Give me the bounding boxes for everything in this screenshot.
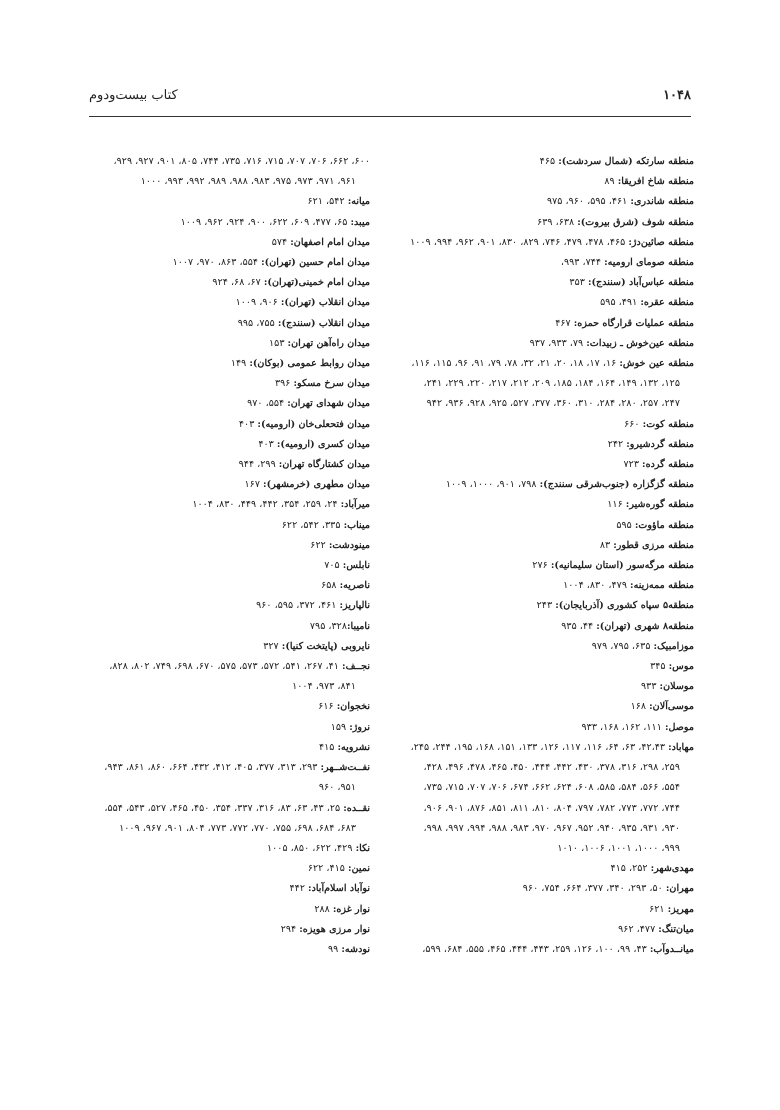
page-references: ۷۲۳ <box>623 459 643 471</box>
index-term: میدان انقلاب (سنندج): <box>277 317 370 329</box>
index-entry <box>72 435 370 455</box>
index-term: منطقه گوره‌شیر: <box>625 499 694 511</box>
index-entry <box>72 576 370 596</box>
page-references: ۱۶، ۱۷، ۱۸، ۲۰، ۲۱، ۳۲، ۷۸، ۷۹، ۹۱، ۹۶، ۱۱۵، ۱۱۶، <box>411 358 620 370</box>
index-entry <box>394 455 694 475</box>
page-references: ۴۴۲ <box>289 883 309 895</box>
page-references: ۷۴۴، ۹۹۳، <box>560 257 605 269</box>
index-term: منطقه شاخ افریقا: <box>617 176 694 188</box>
page-references: ۶۰۰، ۶۶۲، ۷۰۶، ۷۰۷، ۷۱۵، ۷۱۶، ۷۳۵، ۷۴۴، ۸۰۵، ۹۰۱، ۹۲۷، ۹۲۹، <box>113 156 370 167</box>
page-references: ۹۹ <box>328 943 342 955</box>
index-entry <box>72 799 370 819</box>
index-term: موسلان: <box>659 681 694 693</box>
page-references: ۶۵۸ <box>321 580 340 592</box>
page-references: ۳۲۷ <box>263 640 282 652</box>
page-references: ۵۵۴، ۹۷۰ <box>247 398 288 410</box>
index-entry <box>394 839 694 859</box>
index-term: منطقه شوف (شرق بیروت): <box>577 216 694 228</box>
index-term: میدان امام اصفهان: <box>290 236 370 248</box>
index-term: منطقه سارتکه (شمال سردشت): <box>558 156 694 167</box>
page-references: ۱۲۵، ۱۳۲، ۱۴۹، ۱۶۴، ۱۸۴، ۱۸۵، ۲۰۹، ۲۱۲، ۲۱۷، ۲۲۰، ۲۲۹، ۲۴۱، <box>423 378 680 390</box>
index-entry <box>72 455 370 475</box>
page-references: ۲۴۲ <box>607 438 627 450</box>
index-term: منطقه ممه‌زینه: <box>630 580 694 592</box>
index-entry <box>394 859 694 879</box>
page-references: ۲۵، ۴۳، ۶۳، ۸۳، ۳۱۶، ۳۳۷، ۳۵۴، ۴۵۰، ۴۶۵، ۵۲۷، ۵۴۳، ۵۵۴، <box>104 802 344 814</box>
index-term: منطقه عقره: <box>640 297 694 309</box>
index-term: ناصریه: <box>339 580 370 592</box>
page-references: ۹۳۳ <box>641 681 660 693</box>
page-references: ۶۱۶ <box>318 701 337 713</box>
page-references: ۷۵۵، ۹۹۵ <box>237 317 278 329</box>
page-references: ۷۴۴، ۷۷۲، ۷۷۳، ۷۸۲، ۷۹۷، ۸۰۴، ۸۱۰، ۸۱۱، ۸۵۱، ۸۷۶، ۹۰۱، ۹۰۶، <box>423 802 680 814</box>
index-term: منطقه مرگه‌سور (استان سلیمانیه): <box>550 560 694 572</box>
page-references: ۳۲۸، ۷۹۵ <box>309 620 347 632</box>
index-term: نروژ: <box>349 721 370 733</box>
index-term: موزامبیک: <box>653 640 694 652</box>
index-entry <box>394 596 694 616</box>
page-references: ۳۹۶ <box>274 378 294 390</box>
index-entry <box>72 596 370 616</box>
index-term: میدان انقلاب (تهران): <box>280 297 370 309</box>
index-entry <box>72 293 370 313</box>
index-entry <box>72 314 370 334</box>
index-entry <box>394 475 694 495</box>
page-references: ۲۷۶ <box>532 560 551 572</box>
index-entry <box>394 940 694 960</box>
index-entry <box>72 879 370 899</box>
page-references: ۵۷۴ <box>271 236 291 248</box>
index-term: نکا: <box>355 842 370 854</box>
page-references: ۱۶۷ <box>244 479 264 491</box>
index-entry <box>394 697 694 717</box>
page-references: ۴۱، ۲۶۷، ۵۴۱، ۵۷۲، ۵۷۳، ۵۷۵، ۶۷۰، ۶۹۸، ۷۴۹، ۸۰۲، ۸۲۸، <box>109 661 343 673</box>
page-references: ۲۴، ۲۵۹، ۳۵۴، ۴۴۲، ۴۴۹، ۸۳۰، ۱۰۰۴ <box>192 499 341 511</box>
index-entry <box>72 697 370 717</box>
index-entry <box>394 415 694 435</box>
page-references: ۳۳۵، ۵۴۲، ۶۲۲ <box>281 519 344 531</box>
index-entry <box>394 314 694 334</box>
index-entry <box>394 394 694 414</box>
index-entry <box>394 657 694 677</box>
index-entry <box>72 152 370 172</box>
index-term: مهدی‌شهر: <box>650 863 694 875</box>
page-references: ۴۶۱، ۳۷۲، ۵۹۵، ۹۶۰ <box>256 600 340 612</box>
header-rule <box>89 116 691 117</box>
page-references: ۸۴۱، ۹۷۳، ۱۰۰۴ <box>292 681 356 693</box>
index-entry <box>72 819 370 839</box>
index-entry <box>72 394 370 414</box>
index-term: مهاباد: <box>668 741 694 753</box>
index-entry <box>394 213 694 233</box>
index-entry <box>72 415 370 435</box>
index-term: نمین: <box>348 863 370 875</box>
index-entry <box>394 435 694 455</box>
index-term: نجــف: <box>342 661 370 673</box>
index-entry <box>394 617 694 637</box>
page-references: ۴۶۵ <box>539 156 559 167</box>
page-references: ۶۷، ۶۸، ۹۲۴ <box>212 277 264 289</box>
index-term: منطقه عملیات قرارگاه حمزه: <box>573 317 694 329</box>
page-references: ۳۴۵ <box>650 661 669 673</box>
index-term: منطقه شاندری: <box>630 196 694 208</box>
page-references: ۱۱۶ <box>607 499 626 511</box>
index-term: موسی‌آلان: <box>649 701 694 713</box>
index-entry <box>394 192 694 212</box>
index-term: میدان امام خمینی(تهران): <box>263 277 370 289</box>
page-references: ۲۹۹، ۹۴۴ <box>238 459 279 471</box>
page-references: ۷۹، ۹۳۳، ۹۳۷ <box>529 337 587 349</box>
index-entry <box>394 778 694 798</box>
index-term: میان‌تنگ: <box>658 923 694 935</box>
index-term: منطقه ماؤوت: <box>634 519 694 531</box>
index-entry <box>72 920 370 940</box>
index-term: میانه: <box>347 196 370 208</box>
index-entry <box>394 920 694 940</box>
page-references: ۴۰۳ <box>238 418 258 430</box>
index-term: میدان امام حسین (تهران): <box>261 257 370 269</box>
page-references: ۴۱۵، ۶۲۲ <box>307 863 349 875</box>
page-references: ۱۱۱، ۱۶۲، ۱۶۸، ۹۳۳ <box>581 721 665 733</box>
index-entry <box>72 354 370 374</box>
index-entry <box>72 617 370 637</box>
index-entry <box>72 657 370 677</box>
index-entry <box>394 152 694 172</box>
index-term: مهران: <box>665 883 694 895</box>
page-references: ۲۹۳، ۳۱۳، ۳۷۷، ۴۰۵، ۴۱۲، ۴۳۲، ۶۶۴، ۸۶۰، ۸۶۱، ۹۴۳، <box>104 762 321 774</box>
page-references: ۱۵۹ <box>330 721 350 733</box>
page-references: ۲۴۳ <box>536 600 556 612</box>
page-references: ۵۵۴، ۵۶۶، ۵۸۴، ۵۸۵، ۶۰۸، ۶۲۴، ۶۶۲، ۶۷۴، ۷۰۶، ۷۰۷، ۷۱۵، ۷۳۵، <box>423 782 680 794</box>
index-term: میدان راه‌آهن تهران: <box>287 337 370 349</box>
index-term: میدان شهدای تهران: <box>287 398 370 410</box>
index-term: منطقه کوت: <box>642 418 694 430</box>
page-references: ۶۸۳، ۶۸۴، ۶۹۸، ۷۵۵، ۷۷۰، ۷۷۲، ۷۷۳، ۸۰۴، ۹۰۱، ۹۶۷، ۱۰۰۹ <box>119 822 356 834</box>
index-entry <box>72 900 370 920</box>
index-term: میانــدوآب: <box>649 943 694 955</box>
index-term: مهریز: <box>667 903 694 915</box>
index-term: میدان فتحعلی‌خان (ارومیه): <box>257 418 370 430</box>
index-entry <box>394 758 694 778</box>
index-entry <box>72 172 370 192</box>
page-references: ۴۷۷، ۹۶۲ <box>618 923 659 935</box>
index-entry <box>394 718 694 738</box>
page-references: ۴۷۹، ۸۳۰، ۱۰۰۴ <box>563 580 631 592</box>
page-references: ۴۶۵، ۴۷۸، ۴۷۹، ۷۴۶، ۸۲۹، ۸۳۰، ۹۰۱، ۹۶۲، ۹۹۴، ۱۰۰۹ <box>410 236 629 248</box>
index-entry <box>72 273 370 293</box>
page-references: ۵۹۵ <box>616 519 635 531</box>
index-entry <box>394 536 694 556</box>
index-term: منطقه گردشیرو: <box>626 438 694 450</box>
index-entry <box>72 556 370 576</box>
index-entry <box>72 253 370 273</box>
index-entry <box>72 495 370 515</box>
index-entry <box>394 576 694 596</box>
index-term: میرآباد: <box>340 499 370 511</box>
page-number: ۱۰۴۸ <box>663 88 691 103</box>
index-column-left <box>72 152 370 960</box>
index-term: نوار غزه: <box>332 903 370 915</box>
page-references: ۶۲۲ <box>310 539 329 551</box>
index-term: میدان سرخ مسکو: <box>293 378 370 390</box>
index-entry <box>72 859 370 879</box>
index-term: منطقه عین خوش: <box>619 358 694 370</box>
page-references: ۲۴۷، ۲۵۷، ۲۸۰، ۲۸۴، ۳۱۰، ۳۶۰، ۳۷۷، ۵۲۷، ۹۲۵، ۹۲۸، ۹۳۶، ۹۴۲ <box>426 398 680 410</box>
index-entry <box>72 475 370 495</box>
index-entry <box>72 192 370 212</box>
index-entry <box>72 839 370 859</box>
page-references: ۹۹۹، ۱۰۰۰، ۱۰۰۱، ۱۰۰۶، ۱۰۱۰ <box>557 842 680 854</box>
index-column-right <box>394 152 694 960</box>
page-references: ۶۶۰ <box>624 418 643 430</box>
index-entry <box>394 495 694 515</box>
page-references: ۲۵۲، ۴۱۵ <box>610 863 651 875</box>
page-references: ۷۰۵ <box>324 560 343 572</box>
page-references: ۹۳۰، ۹۳۱، ۹۳۵، ۹۴۰، ۹۵۲، ۹۶۷، ۹۷۰، ۹۸۳، ۹۸۸، ۹۹۴، ۹۹۷، ۹۹۸، <box>423 822 680 834</box>
index-entry <box>394 273 694 293</box>
index-entry <box>72 233 370 253</box>
index-entry <box>72 374 370 394</box>
index-term: منطقه مرزی قطور: <box>613 539 694 551</box>
page-references: ۱۵۳ <box>269 337 288 349</box>
page-references: ۶۳۸، ۶۳۹ <box>537 216 578 228</box>
page-references: ۴۳، ۹۹، ۱۰۰، ۱۲۶، ۲۵۹، ۴۴۳، ۴۴۴، ۴۶۵، ۵۵۵، ۶۸۴، ۵۹۹، <box>422 943 650 955</box>
page-references: ۴۶۱، ۵۹۵، ۹۶۰، ۹۷۵ <box>547 196 631 208</box>
index-term: نخجوان: <box>336 701 370 713</box>
page-references: ۴۶۷ <box>555 317 574 329</box>
page-references: ۵۰، ۲۹۳، ۳۴۰، ۳۷۷، ۶۶۴، ۷۵۴، ۹۶۰ <box>522 883 666 895</box>
index-entry <box>394 677 694 697</box>
index-entry <box>394 516 694 536</box>
index-entry <box>394 354 694 374</box>
index-term: منطقه صومای ارومیه: <box>604 257 694 269</box>
index-entry <box>72 718 370 738</box>
index-term: نامیبا: <box>347 620 370 632</box>
index-entry <box>394 879 694 899</box>
page-references: ۵۵۴، ۸۶۳، ۹۷۰، ۱۰۰۷ <box>172 257 262 269</box>
page-references: ۴۱۵ <box>318 741 338 753</box>
page-references: ۹۵۱، ۹۶۰ <box>318 782 356 794</box>
index-entry <box>394 900 694 920</box>
page-references: ۶۳۵، ۷۹۵، ۹۷۹ <box>591 640 654 652</box>
index-term: منطقه عین‌خوش ـ زبیدات: <box>586 337 694 349</box>
page-references: ۹۰۶، ۱۰۰۹ <box>235 297 281 309</box>
index-entry <box>394 819 694 839</box>
index-entry <box>394 556 694 576</box>
page-references: ۷۹۸، ۹۰۱، ۱۰۰۰، ۱۰۰۹ <box>445 479 540 491</box>
book-title: کتاب بیست‌ودوم <box>89 88 178 103</box>
page-header <box>89 88 691 114</box>
page-references: ۱۶۸ <box>630 701 650 713</box>
page-references: ۵۴۲، ۶۲۱ <box>307 196 348 208</box>
index-entry <box>72 213 370 233</box>
page-references: ۴۰۳ <box>258 438 277 450</box>
page-references: ۱۴۹ <box>230 358 250 370</box>
index-term: منطقه گرده: <box>642 459 694 471</box>
index-entry <box>72 738 370 758</box>
index-entry <box>394 799 694 819</box>
index-term: میدان کسری (ارومیه): <box>276 438 370 450</box>
index-entry <box>72 778 370 798</box>
index-entry <box>72 536 370 556</box>
index-term: میدان مطهری (خرمشهر): <box>263 479 370 491</box>
index-entry <box>394 172 694 192</box>
index-entry <box>72 334 370 354</box>
page-references: ۴۹۱، ۵۹۵ <box>600 297 641 309</box>
index-term: منطقه۵ سپاه کشوری (آذربایجان): <box>555 600 694 612</box>
index-term: موصل: <box>664 721 694 733</box>
index-term: میبد: <box>350 216 370 228</box>
index-term: منطقه۸ شهری (تهران): <box>596 620 694 632</box>
page-references: ۶۲۱ <box>649 903 668 915</box>
page-references: ۴۲،۴۳، ۶۳، ۶۴، ۱۱۶، ۱۱۷، ۱۲۶، ۱۳۳، ۱۵۱، ۱۶۸، ۱۹۵، ۲۴۴، ۲۴۵، <box>410 741 669 753</box>
index-term: میدان روابط عمومی (بوکان): <box>249 358 370 370</box>
index-term: میناب: <box>343 519 370 531</box>
index-entry <box>72 516 370 536</box>
index-term: نشرویه: <box>337 741 370 753</box>
index-term: منطقه گزگزاره (جنوب‌شرقی سنندج): <box>539 479 694 491</box>
index-entry <box>394 374 694 394</box>
page-references: ۲۵۹، ۲۹۸، ۳۱۶، ۳۷۸، ۴۳۰، ۴۴۲، ۴۴۴، ۴۵۰، ۴۶۵، ۴۷۸، ۴۹۶، ۴۲۸، <box>423 762 680 774</box>
index-entry <box>394 637 694 657</box>
index-term: نالپاریز: <box>339 600 370 612</box>
page-references: ۳۵۳ <box>569 277 588 289</box>
index-entry <box>394 293 694 313</box>
index-term: نفــت‌شــهر: <box>320 762 370 774</box>
page-references: ۸۹ <box>604 176 618 188</box>
index-term: نابلس: <box>342 560 370 572</box>
index-term: نوار مرزی هویزه: <box>299 923 370 935</box>
index-entry <box>72 940 370 960</box>
index-entry <box>394 334 694 354</box>
index-entry <box>72 758 370 778</box>
index-term: منطقه عباس‌آباد (سنندج): <box>587 277 694 289</box>
page-references: ۸۳ <box>599 539 614 551</box>
page-references: ۶۵، ۴۷۷، ۶۰۹، ۶۲۲، ۹۰۰، ۹۲۴، ۹۶۲، ۱۰۰۹ <box>180 216 351 228</box>
index-entry <box>394 233 694 253</box>
index-term: میدان کشتارگاه تهران: <box>278 459 370 471</box>
index-entry <box>72 637 370 657</box>
index-term: موس: <box>668 661 694 673</box>
page-references: ۴۴، ۹۳۵ <box>561 620 597 632</box>
index-entry <box>394 738 694 758</box>
index-term: مینودشت: <box>328 539 370 551</box>
index-term: نوآباد اسلام‌آباد: <box>308 883 370 895</box>
index-term: نودشه: <box>341 943 370 955</box>
index-term: نقــده: <box>343 802 370 814</box>
index-entry <box>72 677 370 697</box>
page-references: ۴۲۹، ۶۲۲، ۸۵۰، ۱۰۰۵ <box>267 842 356 854</box>
page-references: ۹۶۱، ۹۷۱، ۹۷۳، ۹۷۵، ۹۸۳، ۹۸۸، ۹۸۹، ۹۹۲، ۹۹۳، ۱۰۰۰ <box>140 176 356 188</box>
page-references: ۲۹۴ <box>280 923 300 935</box>
index-term: نایروبی (پایتخت کنیا): <box>281 640 370 652</box>
page-references: ۲۸۸ <box>314 903 333 915</box>
index-entry <box>394 253 694 273</box>
index-term: منطقه صائین‌دژ: <box>628 236 694 248</box>
